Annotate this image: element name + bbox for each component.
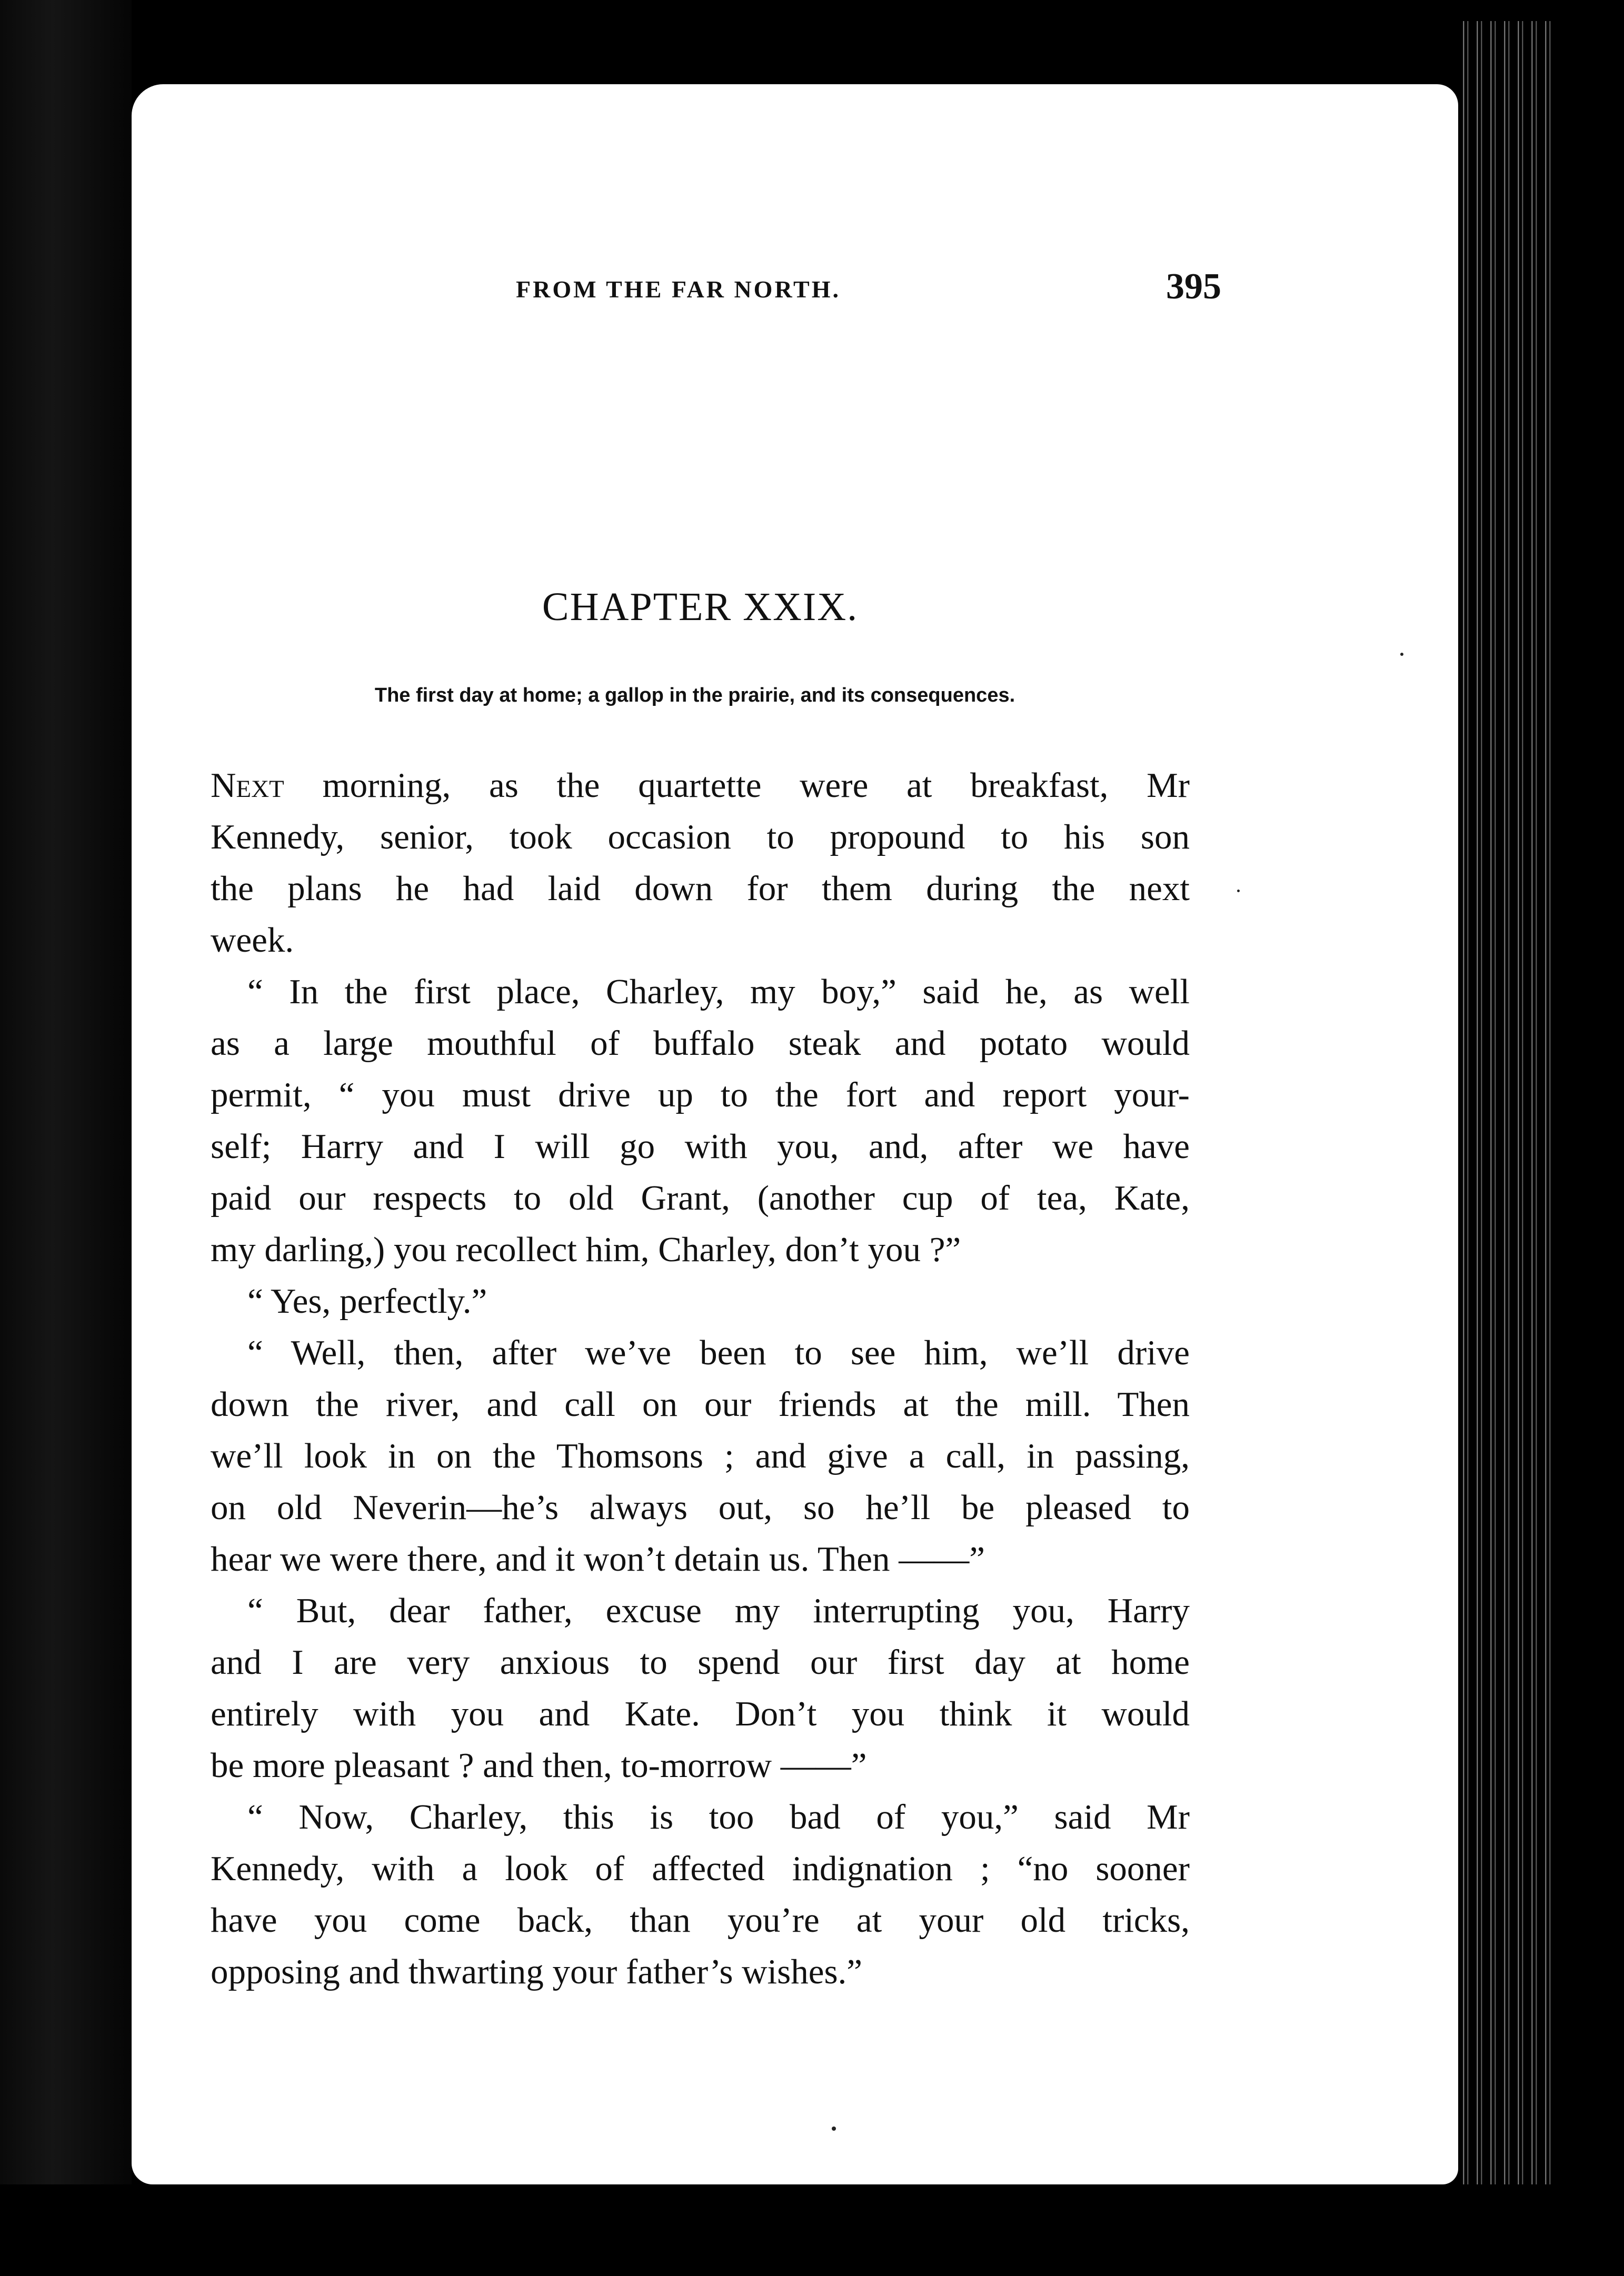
first-word: Next [211,766,284,805]
text-line: “ In the first place, Charley, my boy,” said he, as well [247,972,1190,1011]
text-line: on old Neverin—he’s always out, so he’ll be pleased to [211,1488,1190,1527]
text-line: we’ll look in on the Thomsons ; and give a call, in passing, [211,1436,1190,1475]
text-line: the plans he had laid down for them during the next [211,869,1190,908]
text-line [211,760,1190,811]
text-line: “ Well, then, after we’ve been to see him, we’ll drive [247,1333,1190,1372]
text-line: opposing and thwarting your father’s wishes.” [211,1952,863,1991]
text-line: Kennedy, with a look of affected indignation ; “no sooner [211,1849,1190,1888]
paper-speck [832,2127,836,2131]
text-line: Kennedy, senior, took occasion to propound to his son [211,817,1190,856]
text-line: hear we were there, and it won’t detain us. Then ——” [211,1540,985,1579]
text-line: my darling,) you recollect him, Charley, don’t you ?” [211,1230,961,1269]
paper-speck [1400,653,1403,656]
text-line-rest: morning, as the quartette were at breakfast, Mr [284,766,1190,805]
text-line: self; Harry and I will go with you, and, after we have [211,1127,1190,1166]
running-head [384,266,1221,308]
chapter-subtitle: The first day at home; a gallop in the prairie, and its consequences. [374,684,1015,706]
text-line: “ Yes, perfectly.” [247,1282,487,1321]
page-number: 395 [1166,266,1221,307]
paper-speck [1237,890,1240,892]
scan-bottom-margin [0,2184,1624,2276]
scan-left-margin [0,0,132,2276]
text-line: paid our respects to old Grant, (another cup of tea, Kate, [211,1179,1190,1217]
text-line: be more pleasant ? and then, to-morrow ——” [211,1746,867,1785]
text-line: down the river, and call on our friends at the mill. Then [211,1385,1190,1424]
body-text [211,760,1190,1998]
text-line: week. [211,921,294,960]
text-line: “ Now, Charley, this is too bad of you,” said Mr [247,1798,1190,1836]
text-line: as a large mouthful of buffalo steak and potato would [211,1024,1190,1063]
text-line: “ But, dear father, excuse my interrupting you, Harry [247,1591,1190,1630]
text-line: and I are very anxious to spend our first day at home [211,1643,1190,1682]
text-line: entirely with you and Kate. Don’t you think it would [211,1694,1190,1733]
chapter-title: CHAPTER XXIX. [542,585,859,629]
scan-right-margin [1558,0,1624,2276]
text-line: permit, “ you must drive up to the fort and report your- [211,1075,1190,1114]
running-title: FROM THE FAR NORTH. [516,276,841,303]
text-line: have you come back, than you’re at your old tricks, [211,1901,1190,1940]
